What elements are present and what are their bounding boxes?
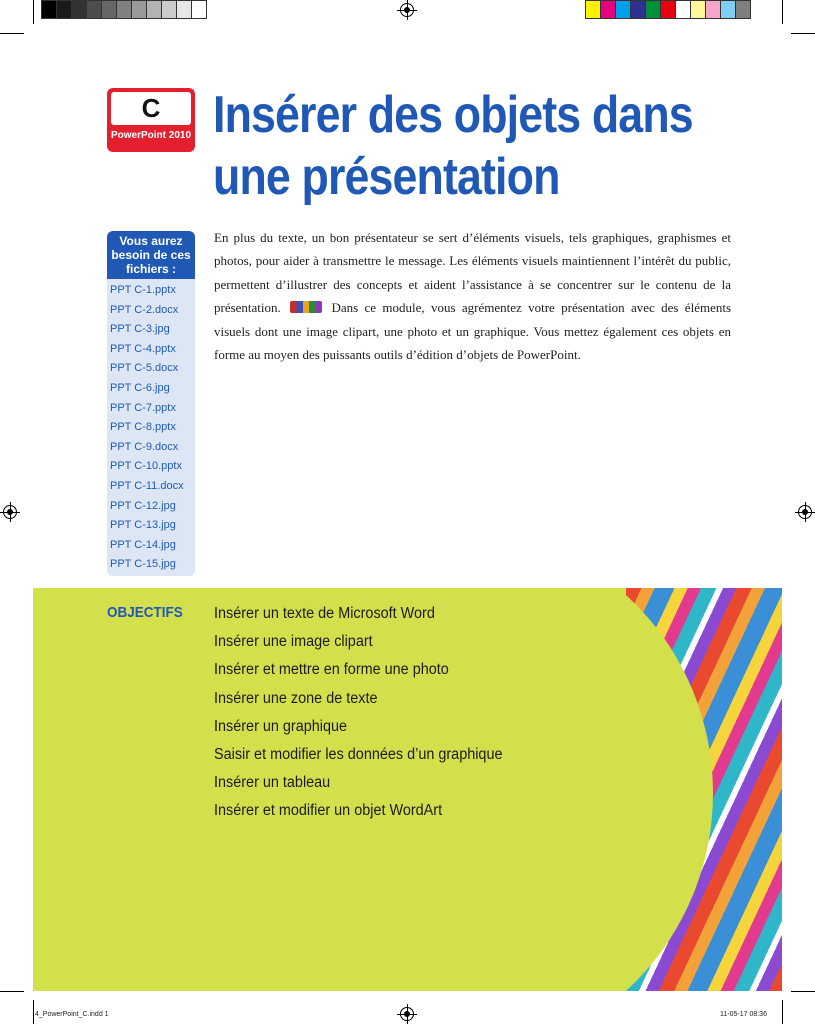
gray-swatch <box>176 0 192 19</box>
gray-swatch <box>191 0 207 19</box>
file-item: PPT C-13.jpg <box>110 519 176 532</box>
objective-item: Insérer une zone de texte <box>214 689 378 707</box>
gray-swatch <box>101 0 117 19</box>
gray-swatch <box>146 0 162 19</box>
objective-item: Insérer et mettre en forme une photo <box>214 661 449 679</box>
file-item: PPT C-15.jpg <box>110 558 176 571</box>
gray-swatch <box>131 0 147 19</box>
files-sidebar <box>107 231 195 576</box>
gray-swatch <box>56 0 72 19</box>
color-bar <box>585 0 750 19</box>
gray-swatch <box>71 0 87 19</box>
file-item: PPT C-1.pptx <box>110 284 176 296</box>
chapter-tab <box>107 88 195 152</box>
gray-swatch <box>41 0 57 19</box>
objective-item: Insérer un texte de Microsoft Word <box>214 605 435 622</box>
file-item: PPT C-7.pptx <box>110 401 176 414</box>
crop-mark <box>0 991 24 992</box>
file-item: PPT C-2.docx <box>110 303 179 316</box>
objective-item: Saisir et modifier les données d’un graphique <box>214 745 503 763</box>
intro-paragraph <box>214 226 731 366</box>
gray-swatch <box>116 0 132 19</box>
paint-palette-icon <box>290 301 322 313</box>
file-item: PPT C-8.pptx <box>110 421 176 434</box>
chapter-product: PowerPoint 2010 <box>110 130 192 141</box>
file-item: PPT C-11.docx <box>110 479 184 492</box>
crop-mark <box>0 33 24 34</box>
crop-mark <box>33 0 34 24</box>
registration-mark-icon <box>400 1007 414 1021</box>
file-item: PPT C-14.jpg <box>110 538 176 551</box>
file-item: PPT C-6.jpg <box>110 381 170 394</box>
chapter-letter: C <box>111 92 191 125</box>
file-item: PPT C-9.docx <box>110 440 179 453</box>
slug-file: 4_PowerPoint_C.indd 1 <box>35 1011 109 1018</box>
color-swatch <box>645 0 661 19</box>
color-swatch <box>600 0 616 19</box>
crop-mark <box>782 0 783 24</box>
file-item: PPT C-12.jpg <box>110 499 176 512</box>
crop-mark <box>791 991 815 992</box>
files-heading: Vous aurez besoin de ces fichiers : <box>107 231 195 279</box>
color-swatch <box>615 0 631 19</box>
crop-mark <box>33 1000 34 1024</box>
intro-text-cont: Dans ce module, vous agrémentez votre présentation avec des éléments visuels dont une image clipart, une photo et un graphique. Vous mettez également ces objets en forme au moyen des puissants outils d’édition d’objets de PowerPoint. <box>214 300 732 363</box>
objective-item: Insérer un tableau <box>214 774 331 792</box>
page-title: Insérer des objets dans une présentation <box>213 86 693 206</box>
objectives-label: OBJECTIFS <box>107 604 183 621</box>
grayscale-bar <box>41 0 206 19</box>
crop-mark <box>791 33 815 34</box>
file-item: PPT C-4.pptx <box>110 342 176 355</box>
objective-item: Insérer et modifier un objet WordArt <box>214 802 443 820</box>
color-swatch <box>630 0 646 19</box>
objective-item: Insérer un graphique <box>214 717 348 735</box>
crop-mark <box>782 1000 783 1024</box>
files-list <box>110 281 184 575</box>
registration-mark-icon <box>3 505 17 519</box>
objective-item: Insérer une image clipart <box>214 633 373 651</box>
color-swatch <box>660 0 676 19</box>
file-item: PPT C-5.docx <box>110 362 179 375</box>
color-swatch <box>705 0 721 19</box>
registration-mark-icon <box>798 505 812 519</box>
registration-mark-icon <box>400 3 414 17</box>
objectives-list <box>214 600 524 826</box>
slug-date: 11-05-17 08:36 <box>720 1011 767 1018</box>
gray-swatch <box>161 0 177 19</box>
color-swatch <box>735 0 751 19</box>
gray-swatch <box>86 0 102 19</box>
color-swatch <box>675 0 691 19</box>
intro-text: En plus du texte, un bon présentateur se sert d’éléments visuels, tels graphiques, graphismes et photos, pour aider à transmettre le message. Les éléments visuels maintiennent l’intérêt du public, permettent d’illustrer des concepts et aident l’assistance à se concentrer sur le contenu de la présentation. <box>214 230 731 316</box>
color-swatch <box>585 0 601 19</box>
file-item: PPT C-3.jpg <box>110 323 170 336</box>
file-item: PPT C-10.pptx <box>110 460 182 473</box>
color-swatch <box>690 0 706 19</box>
color-swatch <box>720 0 736 19</box>
